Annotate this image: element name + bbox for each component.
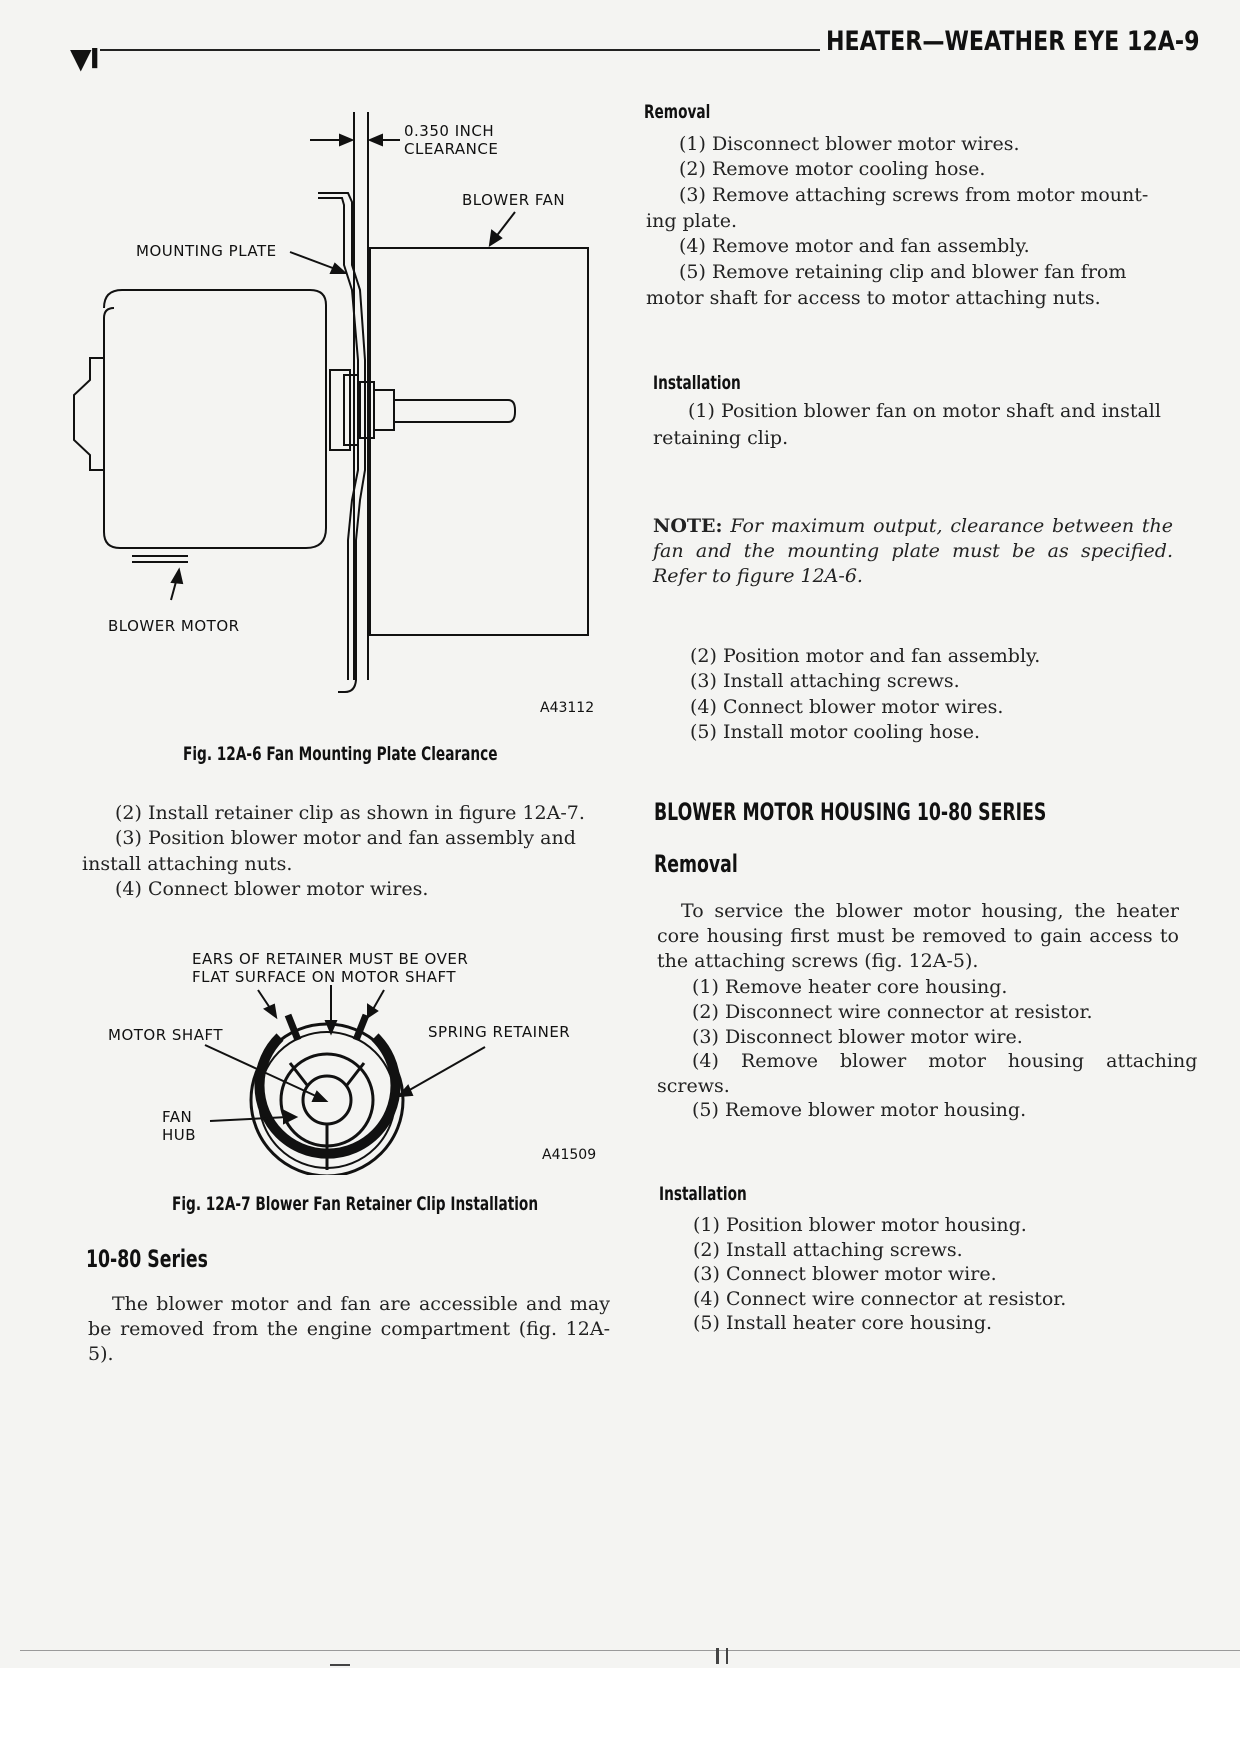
- figure-7-id: A41509: [542, 1147, 597, 1163]
- left-step-3-cont: install attaching nuts.: [82, 853, 293, 875]
- header-rule: [100, 49, 820, 51]
- installation-step-1: (1) Position blower fan on motor shaft and install: [688, 400, 1161, 422]
- housing-installation-step-4: (4) Connect wire connector at resistor.: [693, 1288, 1067, 1310]
- page-title: HEATER—WEATHER EYE 12A-9: [826, 26, 1200, 57]
- motor-shaft-label: MOTOR SHAFT: [108, 1026, 223, 1044]
- housing-removal-step-1: (1) Remove heater core housing.: [692, 976, 1008, 998]
- blower-motor-label: BLOWER MOTOR: [108, 617, 240, 635]
- installation-step-5: (5) Install motor cooling hose.: [690, 721, 981, 743]
- housing-removal-step-3: (3) Disconnect blower motor wire.: [692, 1026, 1023, 1048]
- manufacturer-logo: ▼I: [70, 42, 98, 75]
- removal-step-1: (1) Disconnect blower motor wires.: [679, 133, 1020, 155]
- series-body: The blower motor and fan are accessible and may be removed from the engine compartment (fig. 12A-5).: [88, 1293, 610, 1365]
- note-label: NOTE:: [653, 515, 723, 537]
- figure-7-caption: Fig. 12A-7 Blower Fan Retainer Clip Installation: [172, 1193, 539, 1215]
- clearance-label: 0.350 INCH CLEARANCE: [404, 122, 499, 158]
- housing-removal-heading: Removal: [654, 850, 738, 878]
- retainer-ears-label: EARS OF RETAINER MUST BE OVER FLAT SURFACE ON MOTOR SHAFT: [192, 950, 469, 986]
- footer-rule: [20, 1650, 1240, 1651]
- removal-step-3: (3) Remove attaching screws from motor mount-: [679, 184, 1149, 206]
- housing-installation-step-3: (3) Connect blower motor wire.: [693, 1263, 997, 1285]
- housing-removal-step-4-cont: screws.: [657, 1075, 730, 1097]
- housing-heading: BLOWER MOTOR HOUSING 10-80 SERIES: [654, 798, 1047, 826]
- blower-fan-label: BLOWER FAN: [462, 191, 566, 209]
- figure-6-id: A43112: [540, 700, 595, 716]
- installation-step-4: (4) Connect blower motor wires.: [690, 696, 1004, 718]
- footer-mark: [716, 1648, 719, 1664]
- housing-installation-step-5: (5) Install heater core housing.: [693, 1312, 993, 1334]
- installation-heading: Installation: [653, 372, 741, 394]
- housing-intro: To service the blower motor housing, the heater core housing first must be removed to gain access to the attaching screws (fig. 12A-5).: [657, 900, 1179, 972]
- housing-removal-step-4: (4) Remove blower motor housing attaching: [692, 1050, 1198, 1072]
- housing-removal-step-5: (5) Remove blower motor housing.: [692, 1099, 1027, 1121]
- installation-step-2: (2) Position motor and fan assembly.: [690, 645, 1041, 667]
- scan-margin: [0, 1668, 1240, 1753]
- spring-retainer-label: SPRING RETAINER: [428, 1023, 571, 1041]
- removal-step-5: (5) Remove retaining clip and blower fan from: [679, 261, 1127, 283]
- figure-6-caption: Fig. 12A-6 Fan Mounting Plate Clearance: [183, 743, 498, 765]
- note-text: For maximum output, clearance between the fan and the mounting plate must be as specified. Refer to figure 12A-6.: [653, 515, 1174, 587]
- removal-step-4: (4) Remove motor and fan assembly.: [679, 235, 1030, 257]
- removal-step-2: (2) Remove motor cooling hose.: [679, 158, 986, 180]
- footer-mark: [726, 1648, 728, 1664]
- footer-mark: [330, 1664, 350, 1666]
- fan-hub-label: FAN HUB: [162, 1108, 197, 1144]
- left-step-3: (3) Position blower motor and fan assembly and: [115, 827, 576, 849]
- mounting-plate-label: MOUNTING PLATE: [136, 242, 277, 260]
- removal-step-3-cont: ing plate.: [646, 210, 738, 232]
- left-step-4: (4) Connect blower motor wires.: [115, 878, 429, 900]
- series-heading: 10-80 Series: [86, 1245, 208, 1273]
- installation-step-3: (3) Install attaching screws.: [690, 670, 960, 692]
- removal-step-5-cont: motor shaft for access to motor attaching nuts.: [646, 287, 1101, 309]
- housing-removal-step-2: (2) Disconnect wire connector at resistor.: [692, 1001, 1093, 1023]
- housing-installation-step-2: (2) Install attaching screws.: [693, 1239, 963, 1261]
- removal-heading: Removal: [644, 101, 711, 123]
- housing-installation-step-1: (1) Position blower motor housing.: [693, 1214, 1027, 1236]
- left-step-2: (2) Install retainer clip as shown in figure 12A-7.: [115, 802, 585, 824]
- installation-step-1-cont: retaining clip.: [653, 427, 789, 449]
- installation-note: [653, 514, 1173, 589]
- housing-installation-heading: Installation: [659, 1183, 747, 1205]
